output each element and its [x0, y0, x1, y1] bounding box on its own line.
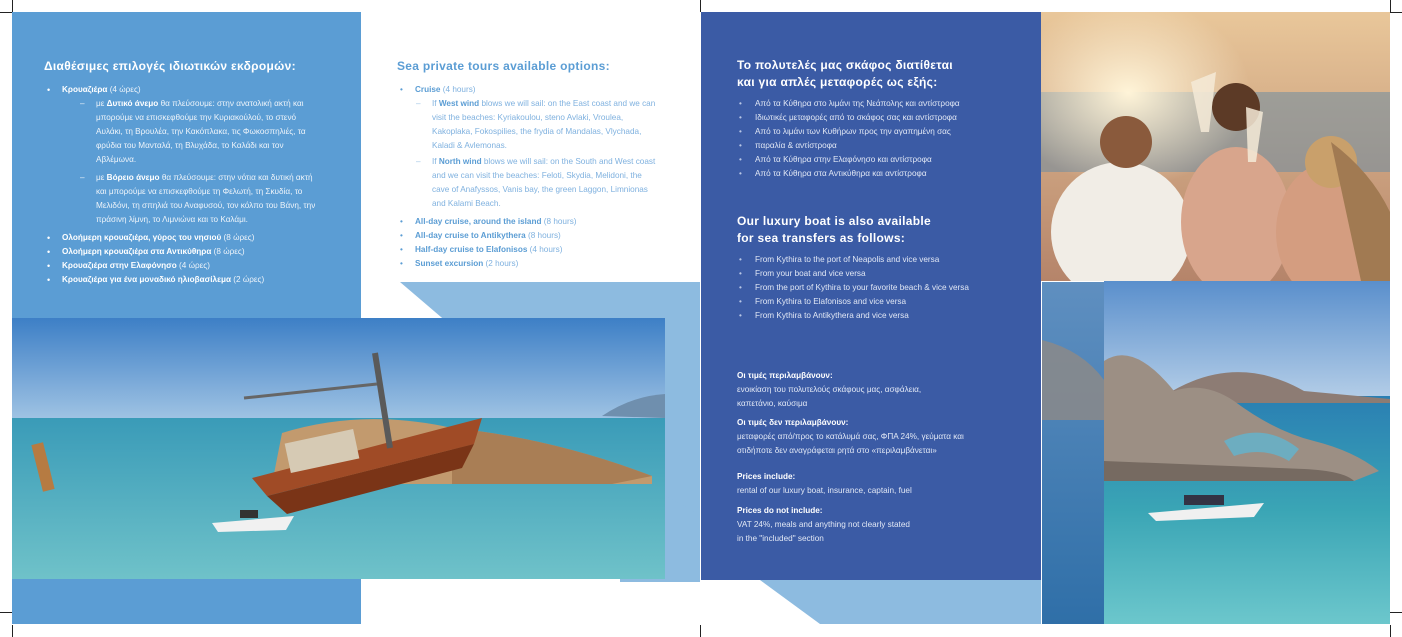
greek-transfers-section — [737, 57, 1032, 181]
arch-rock-photo — [1104, 281, 1390, 624]
crop-mark — [0, 612, 12, 613]
list-item: • From your boat and vice versa — [737, 267, 1032, 281]
list-item: • From Kythira to Antikythera and vice versa — [737, 309, 1032, 323]
gr-include-title: Οι τιμές περιλαμβάνουν: — [737, 371, 833, 380]
list-item: • Κρουαζιέρα (4 ώρες) — [44, 83, 344, 97]
english-tours-section — [397, 58, 665, 271]
greek-tours-list — [44, 83, 344, 287]
shipwreck-photo — [12, 318, 665, 579]
en-include-title: Prices include: — [737, 472, 796, 481]
list-item-continuation: • παραλία & αντίστροφα — [737, 139, 1032, 153]
list-item: • Από τα Κύθηρα στην Ελαφόνησο και αντίστροφα — [737, 153, 1032, 167]
gr-include-text: ενοικίαση του πολυτελούς σκάφους μας, ασφάλεια, — [737, 385, 922, 394]
list-item: • Half-day cruise to Elafonisos (4 hours) — [397, 243, 665, 257]
greek-transfers-title-line2: και για απλές μεταφορές ως εξής: — [737, 75, 938, 89]
greek-tours-section — [44, 58, 344, 287]
list-item: • From Kythira to the port of Neapolis and vice versa — [737, 253, 1032, 267]
crop-mark — [0, 12, 12, 13]
english-tours-title: Sea private tours available options: — [397, 59, 610, 73]
list-item: • From the port of Kythira to your favorite beach & vice versa — [737, 281, 1032, 295]
list-item: • Sunset excursion (2 hours) — [397, 257, 665, 271]
crop-mark — [1390, 625, 1391, 637]
crop-mark — [12, 0, 13, 12]
en-exclude-text: in the "included" section — [737, 534, 824, 543]
list-item: • Από το λιμάνι των Κυθήρων προς την αγαπημένη σας — [737, 125, 1032, 139]
list-item: • Κρουαζιέρα για ένα μοναδικό ηλιοβασίλεμα (2 ώρες) — [44, 273, 344, 287]
crop-mark — [1390, 0, 1391, 12]
prices-section — [737, 369, 1037, 546]
list-item: • Κρουαζιέρα στην Ελαφόνησο (4 ώρες) — [44, 259, 344, 273]
list-item: • Ολοήμερη κρουαζιέρα, γύρος του νησιού (8 ώρες) — [44, 231, 344, 245]
gr-exclude-text: μεταφορές από/προς το κατάλυμά σας, ΦΠΑ 24%, γεύματα και — [737, 432, 964, 441]
english-transfers-list — [737, 253, 1032, 323]
crop-mark — [1390, 612, 1402, 613]
list-item: • Ολοήμερη κρουαζιέρα στα Αντικύθηρα (8 ώρες) — [44, 245, 344, 259]
toast-photo — [1041, 12, 1390, 281]
gr-exclude-title: Οι τιμές δεν περιλαμβάνουν: — [737, 418, 849, 427]
english-tours-list — [397, 83, 665, 271]
list-item: – If West wind blows we will sail: on the East coast and we can visit the beaches: Kyriakoulou, steno Avlaki, Vroulea, Kakoplaka, Fokospilies, the frydia of Mandalas, Vlychada, Kaladi & Avlemonas. — [397, 97, 665, 153]
list-item: • Ιδιωτικές μεταφορές από το σκάφος σας και αντίστροφα — [737, 111, 1032, 125]
english-transfers-section — [737, 213, 1032, 323]
list-item: • From Kythira to Elafonisos and vice versa — [737, 295, 1032, 309]
greek-transfers-list — [737, 97, 1032, 181]
list-item: • Cruise (4 hours) — [397, 83, 665, 97]
list-item: • All-day cruise to Antikythera (8 hours) — [397, 229, 665, 243]
list-item: – If North wind blows we will sail: on the South and West coast and we can visit the beaches: Feloti, Skydia, Melidoni, the cave of Anafyssos, Vanis bay, the green Laggon, Limnionas and Kalami Beach. — [397, 155, 665, 211]
list-item: – με Βόρειο άνεμο θα πλεύσουμε: στην νότια και δυτική ακτή και μπορούμε να επισκεφθούμε τη Φελωτή, τη Σκυδία, το Μελιδόνι, τη σπηλιά του Αναφυσού, τον κόλπο του Βάνη, την πράσινη λίμνη, το Λιμνιώνα και το Καλάμι. — [44, 171, 344, 227]
crop-mark — [700, 0, 701, 12]
list-item: • All-day cruise, around the island (8 hours) — [397, 215, 665, 229]
crop-mark — [700, 625, 701, 637]
bottom-wedge — [760, 580, 1041, 624]
en-exclude-text: VAT 24%, meals and anything not clearly stated — [737, 520, 910, 529]
gr-include-text: καπετάνιο, καύσιμα — [737, 399, 808, 408]
english-transfers-title-line1: Our luxury boat is also available — [737, 214, 931, 228]
en-exclude-title: Prices do not include: — [737, 506, 823, 515]
english-transfers-title-line2: for sea transfers as follows: — [737, 231, 906, 245]
greek-tours-title: Διαθέσιμες επιλογές ιδιωτικών εκδρομών: — [44, 59, 296, 73]
list-item: – με Δυτικό άνεμο θα πλεύσουμε: στην ανατολική ακτή και μπορούμε να επισκεφθούμε την Κυριακούλού, το στενό Αυλάκι, τη Βρουλέα, την Κακόπλακα, τις Φωκοσπηλιές, τα φρύδια του Μανταλά, τη Βλυχάδα, το Καλάδι και τον Αβλέμωνα. — [44, 97, 344, 167]
en-include-text: rental of our luxury boat, insurance, captain, fuel — [737, 486, 912, 495]
list-item: • Από τα Κύθηρα στα Αντικύθηρα και αντίστροφα — [737, 167, 1032, 181]
list-item: • Από τα Κύθηρα στο λιμάνι της Νεάπολης και αντίστροφα — [737, 97, 1032, 111]
gr-exclude-text: οτιδήποτε δεν αναγράφεται ρητά στο «περιλαμβάνεται» — [737, 446, 937, 455]
rock-photo-sliver — [1042, 340, 1104, 420]
crop-mark — [12, 625, 13, 637]
crop-mark — [1390, 12, 1402, 13]
greek-transfers-title-line1: Το πολυτελές μας σκάφος διατίθεται — [737, 58, 953, 72]
